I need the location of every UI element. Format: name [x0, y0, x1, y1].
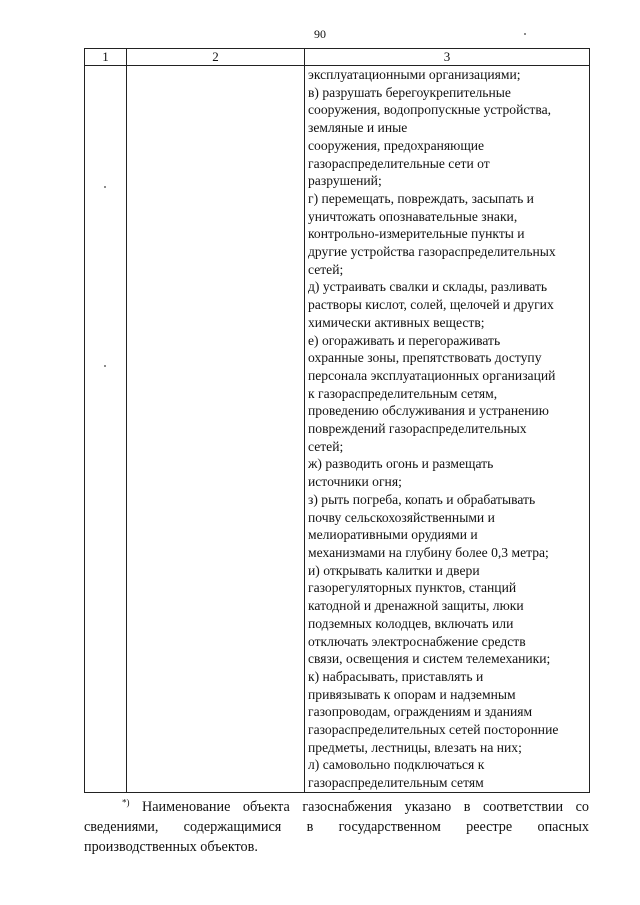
text-line: земляные и иные [308, 120, 408, 136]
table-header-row [85, 49, 590, 66]
column-header-2: 2 [127, 49, 305, 66]
column-header-1: 1 [85, 49, 127, 66]
page-number: 90 [314, 27, 326, 41]
text-line: предметы, лестницы, влезать на них; [308, 739, 522, 755]
table-row [85, 66, 590, 793]
text-line: газопроводам, ограждениям и зданиям [308, 704, 533, 720]
table-cell-col3 [305, 66, 590, 793]
restrictions-text [305, 66, 589, 792]
content-table [84, 48, 590, 793]
text-line: сооружения, предохраняющие [308, 137, 485, 153]
text-line: механизмами на глубину более 0,3 метра; [308, 544, 549, 560]
text-line: отключать электроснабжение средств [308, 633, 526, 649]
text-line: г) перемещать, повреждать, засыпать и [308, 190, 534, 206]
text-line: газораспределительных сетей посторонние [308, 722, 559, 738]
footnote-line-2: сведениями, содержащимися в государственном реестре опасных [84, 819, 589, 835]
text-line: л) самовольно подключаться к [308, 757, 485, 773]
column-header-3: 3 [305, 49, 590, 66]
footnote-mark: *) [122, 797, 130, 808]
text-line: газораспределительным сетям [308, 775, 484, 791]
table-cell-col2 [127, 66, 305, 793]
text-line: другие устройства газораспределительных [308, 244, 556, 260]
text-line: персонала эксплуатационных организаций [308, 367, 556, 383]
text-line: сооружения, водопропускные устройства, [308, 102, 552, 118]
text-line: и) открывать калитки и двери [308, 562, 480, 578]
text-line: мелиоративными орудиями и [308, 527, 478, 543]
text-line: е) огораживать и перегораживать [308, 332, 501, 348]
text-line: сетей; [308, 438, 344, 454]
text-line: к) набрасывать, приставлять и [308, 668, 484, 684]
text-line: катодной и дренажной защиты, люки [308, 598, 524, 614]
text-line: сетей; [308, 261, 344, 277]
text-line: проведению обслуживания и устранению [308, 403, 549, 419]
text-line: к газораспределительным сетям, [308, 385, 498, 401]
footnote [84, 797, 589, 857]
text-line: эксплуатационными организациями; [308, 67, 521, 82]
text-line: ж) разводить огонь и размещать [308, 456, 494, 472]
text-line: подземных колодцев, включать или [308, 615, 514, 631]
footnote-line-1 [84, 797, 589, 817]
text-line: разрушений; [308, 173, 382, 189]
text-line: контрольно-измерительные пункты и [308, 226, 525, 242]
text-line: д) устраивать свалки и склады, разливать [308, 279, 548, 295]
text-line: газорегуляторных пунктов, станций [308, 580, 517, 596]
text-line: растворы кислот, солей, щелочей и других [308, 297, 554, 313]
text-line: почву сельскохозяйственными и [308, 509, 495, 525]
text-line: источники огня; [308, 474, 402, 490]
footnote-line-1-text: Наименование объекта газоснабжения указано в соответствии со [142, 799, 589, 815]
text-line: охранные зоны, препятствовать доступу [308, 350, 542, 366]
text-line: привязывать к опорам и надземным [308, 686, 516, 702]
scan-speck [524, 33, 526, 35]
text-line: химически активных веществ; [308, 314, 485, 330]
text-line: связи, освещения и систем телемеханики; [308, 651, 551, 667]
text-line: уничтожать опознавательные знаки, [308, 208, 518, 224]
text-line: повреждений газораспределительных [308, 421, 527, 437]
text-line: з) рыть погреба, копать и обрабатывать [308, 491, 536, 507]
text-line: газораспределительные сети от [308, 155, 490, 171]
footnote-line-3: производственных объектов. [84, 839, 258, 855]
text-line: в) разрушать берегоукрепительные [308, 84, 511, 100]
table-cell-col1 [85, 66, 127, 793]
